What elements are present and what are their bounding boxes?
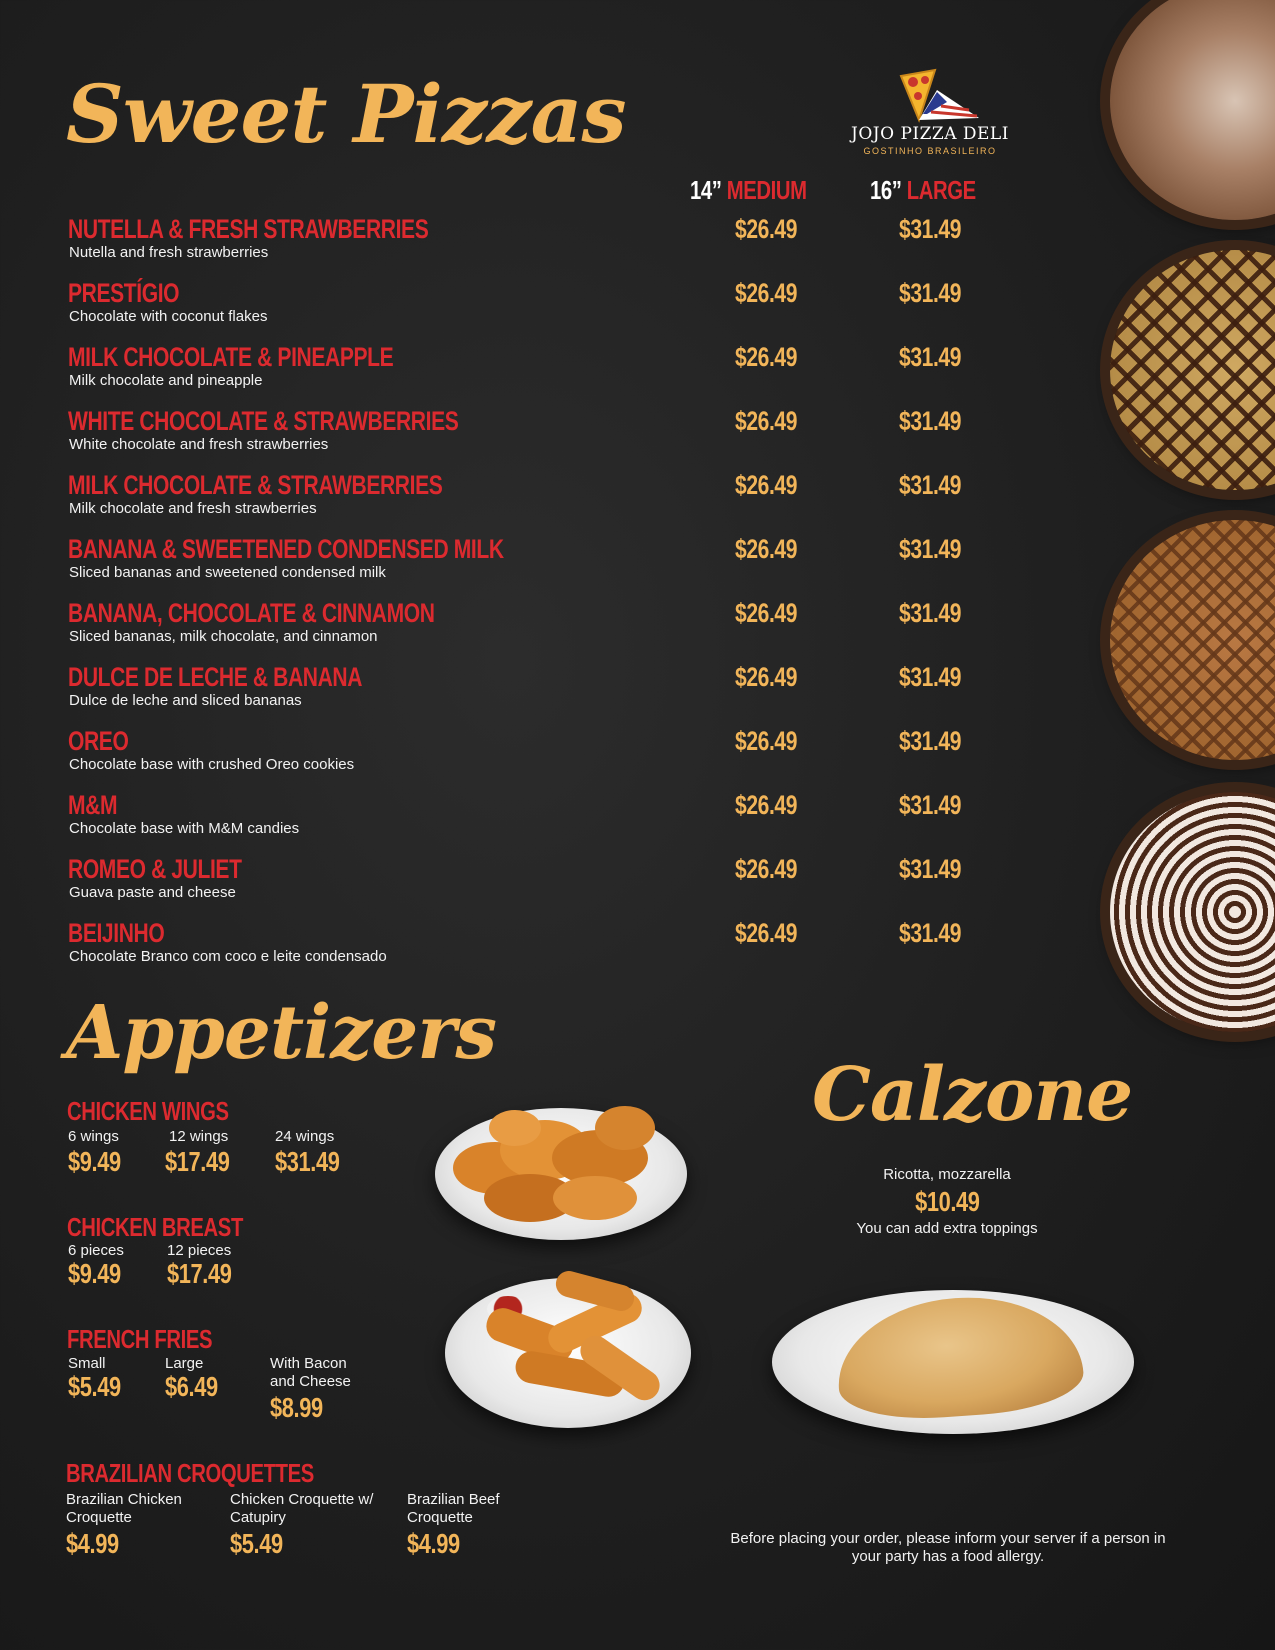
wings-option-price: $31.49 xyxy=(275,1146,340,1177)
size-medium-word: MEDIUM xyxy=(726,175,807,205)
price-large: $31.49 xyxy=(899,470,962,500)
pizza-description: Milk chocolate and pineapple xyxy=(69,372,263,389)
fries-option-label: Small xyxy=(68,1355,106,1372)
pizza-description: Sliced bananas and sweetened condensed milk xyxy=(69,564,386,581)
price-large: $31.49 xyxy=(899,598,962,628)
calzone-pastry xyxy=(833,1290,1086,1425)
pizza-photo-chocolate-swirl xyxy=(1110,792,1275,1032)
price-medium: $26.49 xyxy=(735,534,798,564)
pizza-name: NUTELLA & FRESH STRAWBERRIES xyxy=(68,214,429,244)
appetizers-title: Appetizers xyxy=(66,990,497,1076)
price-medium: $26.49 xyxy=(735,854,798,884)
pizza-photo-dulce-de-leche xyxy=(1110,520,1275,760)
fries-option-price: $6.49 xyxy=(165,1371,218,1402)
price-medium: $26.49 xyxy=(735,214,798,244)
french-fries-title: FRENCH FRIES xyxy=(67,1324,213,1354)
breast-option-price: $17.49 xyxy=(167,1258,232,1289)
pizza-name: BANANA, CHOCOLATE & CINNAMON xyxy=(68,598,435,628)
croquette-option-label: Brazilian Beef Croquette xyxy=(407,1491,500,1526)
croquette-option-label: Brazilian Chicken Croquette xyxy=(66,1491,182,1526)
price-large: $31.49 xyxy=(899,662,962,692)
croquette-option-price: $4.99 xyxy=(407,1528,460,1559)
price-medium: $26.49 xyxy=(735,342,798,372)
allergy-note: Before placing your order, please inform your server if a person in your party has a food allergy. xyxy=(730,1530,1166,1565)
price-medium: $26.49 xyxy=(735,278,798,308)
pizza-name: BEIJINHO xyxy=(68,918,165,948)
price-large: $31.49 xyxy=(899,854,962,884)
chicken-breast-title: CHICKEN BREAST xyxy=(67,1212,243,1242)
wings-option-label: 6 wings xyxy=(68,1128,119,1145)
pizza-item xyxy=(68,598,968,662)
price-medium: $26.49 xyxy=(735,406,798,436)
pizza-item xyxy=(68,470,968,534)
brand-name: JOJO PIZZA DELI xyxy=(851,124,1009,144)
pizza-item xyxy=(68,854,968,918)
price-large: $31.49 xyxy=(899,406,962,436)
price-large: $31.49 xyxy=(899,534,962,564)
croquette-option-price: $4.99 xyxy=(66,1528,119,1559)
pizza-flag-icon xyxy=(897,68,983,124)
pizza-description: Chocolate Branco com coco e leite condensado xyxy=(69,948,387,965)
pizza-description: White chocolate and fresh strawberries xyxy=(69,436,329,453)
pizza-description: Chocolate base with M&M candies xyxy=(69,820,300,837)
size-header-medium xyxy=(690,175,807,206)
price-large: $31.49 xyxy=(899,214,962,244)
pizza-description: Dulce de leche and sliced bananas xyxy=(69,692,302,709)
breast-option-label: 6 pieces xyxy=(68,1242,124,1259)
pizza-item xyxy=(68,790,968,854)
pizza-name: OREO xyxy=(68,726,129,756)
pizza-name: MILK CHOCOLATE & PINEAPPLE xyxy=(68,342,394,372)
croquette-option-price: $5.49 xyxy=(230,1528,283,1559)
pizza-item xyxy=(68,214,968,278)
sweet-pizzas-title: Sweet Pizzas xyxy=(66,67,626,161)
pizza-photo-chocolate-banana xyxy=(1110,250,1275,490)
calzone-note: You can add extra toppings xyxy=(856,1220,1038,1237)
fries-option-price: $5.49 xyxy=(68,1371,121,1402)
wings-option-label: 12 wings xyxy=(169,1128,229,1145)
pizza-item xyxy=(68,726,968,790)
pizza-name: BANANA & SWEETENED CONDENSED MILK xyxy=(68,534,504,564)
breast-option-price: $9.49 xyxy=(68,1258,121,1289)
fries-option-price: $8.99 xyxy=(270,1392,323,1423)
price-large: $31.49 xyxy=(899,342,962,372)
pizza-photo-dusted xyxy=(1110,0,1275,220)
price-medium: $26.49 xyxy=(735,918,798,948)
pizza-description: Chocolate base with crushed Oreo cookies xyxy=(69,756,355,773)
pizza-description: Milk chocolate and fresh strawberries xyxy=(69,500,317,517)
pizza-description: Guava paste and cheese xyxy=(69,884,236,901)
calzone-price xyxy=(747,1186,1147,1218)
calzone-price-value: $10.49 xyxy=(914,1186,980,1217)
pizza-item xyxy=(68,278,968,342)
chicken-wings-title: CHICKEN WINGS xyxy=(67,1096,229,1126)
pizza-item xyxy=(68,534,968,598)
calzone-title: Calzone xyxy=(812,1052,1133,1138)
pizza-item xyxy=(68,918,968,982)
croquette-option-label: Chicken Croquette w/ Catupiry xyxy=(230,1491,374,1526)
pizza-item xyxy=(68,406,968,470)
size-large-number: 16” xyxy=(870,175,902,205)
price-large: $31.49 xyxy=(899,278,962,308)
price-large: $31.49 xyxy=(899,918,962,948)
breast-option-label: 12 pieces xyxy=(167,1242,232,1259)
fries-option-label: With Bacon and Cheese xyxy=(270,1355,351,1390)
price-medium: $26.49 xyxy=(735,662,798,692)
brand-logo xyxy=(845,68,1015,163)
price-large: $31.49 xyxy=(899,726,962,756)
size-header-large xyxy=(870,175,976,206)
price-large: $31.49 xyxy=(899,790,962,820)
pizza-description: Chocolate with coconut flakes xyxy=(69,308,268,325)
wings-option-price: $9.49 xyxy=(68,1146,121,1177)
chicken-breast-photo xyxy=(445,1278,691,1428)
size-large-word: LARGE xyxy=(906,175,976,205)
pizza-name: PRESTÍGIO xyxy=(68,278,180,308)
croquettes-title: BRAZILIAN CROQUETTES xyxy=(66,1458,314,1488)
brand-tagline: GOSTINHO BRASILEIRO xyxy=(863,146,997,156)
size-medium-number: 14” xyxy=(690,175,722,205)
price-medium: $26.49 xyxy=(735,470,798,500)
pizza-description: Sliced bananas, milk chocolate, and cinnamon xyxy=(69,628,378,645)
pizza-name: WHITE CHOCOLATE & STRAWBERRIES xyxy=(68,406,459,436)
fries-option-label: Large xyxy=(165,1355,204,1372)
wings-option-price: $17.49 xyxy=(165,1146,230,1177)
calzone-description: Ricotta, mozzarella xyxy=(883,1166,1011,1183)
chicken-wings-photo xyxy=(435,1108,687,1240)
wings-option-label: 24 wings xyxy=(275,1128,335,1145)
price-medium: $26.49 xyxy=(735,598,798,628)
calzone-photo xyxy=(772,1290,1134,1434)
pizza-name: ROMEO & JULIET xyxy=(68,854,242,884)
pizza-item xyxy=(68,662,968,726)
price-medium: $26.49 xyxy=(735,790,798,820)
pizza-name: MILK CHOCOLATE & STRAWBERRIES xyxy=(68,470,443,500)
price-medium: $26.49 xyxy=(735,726,798,756)
pizza-name: M&M xyxy=(68,790,118,820)
pizza-item xyxy=(68,342,968,406)
pizza-name: DULCE DE LECHE & BANANA xyxy=(68,662,363,692)
pizza-description: Nutella and fresh strawberries xyxy=(69,244,269,261)
